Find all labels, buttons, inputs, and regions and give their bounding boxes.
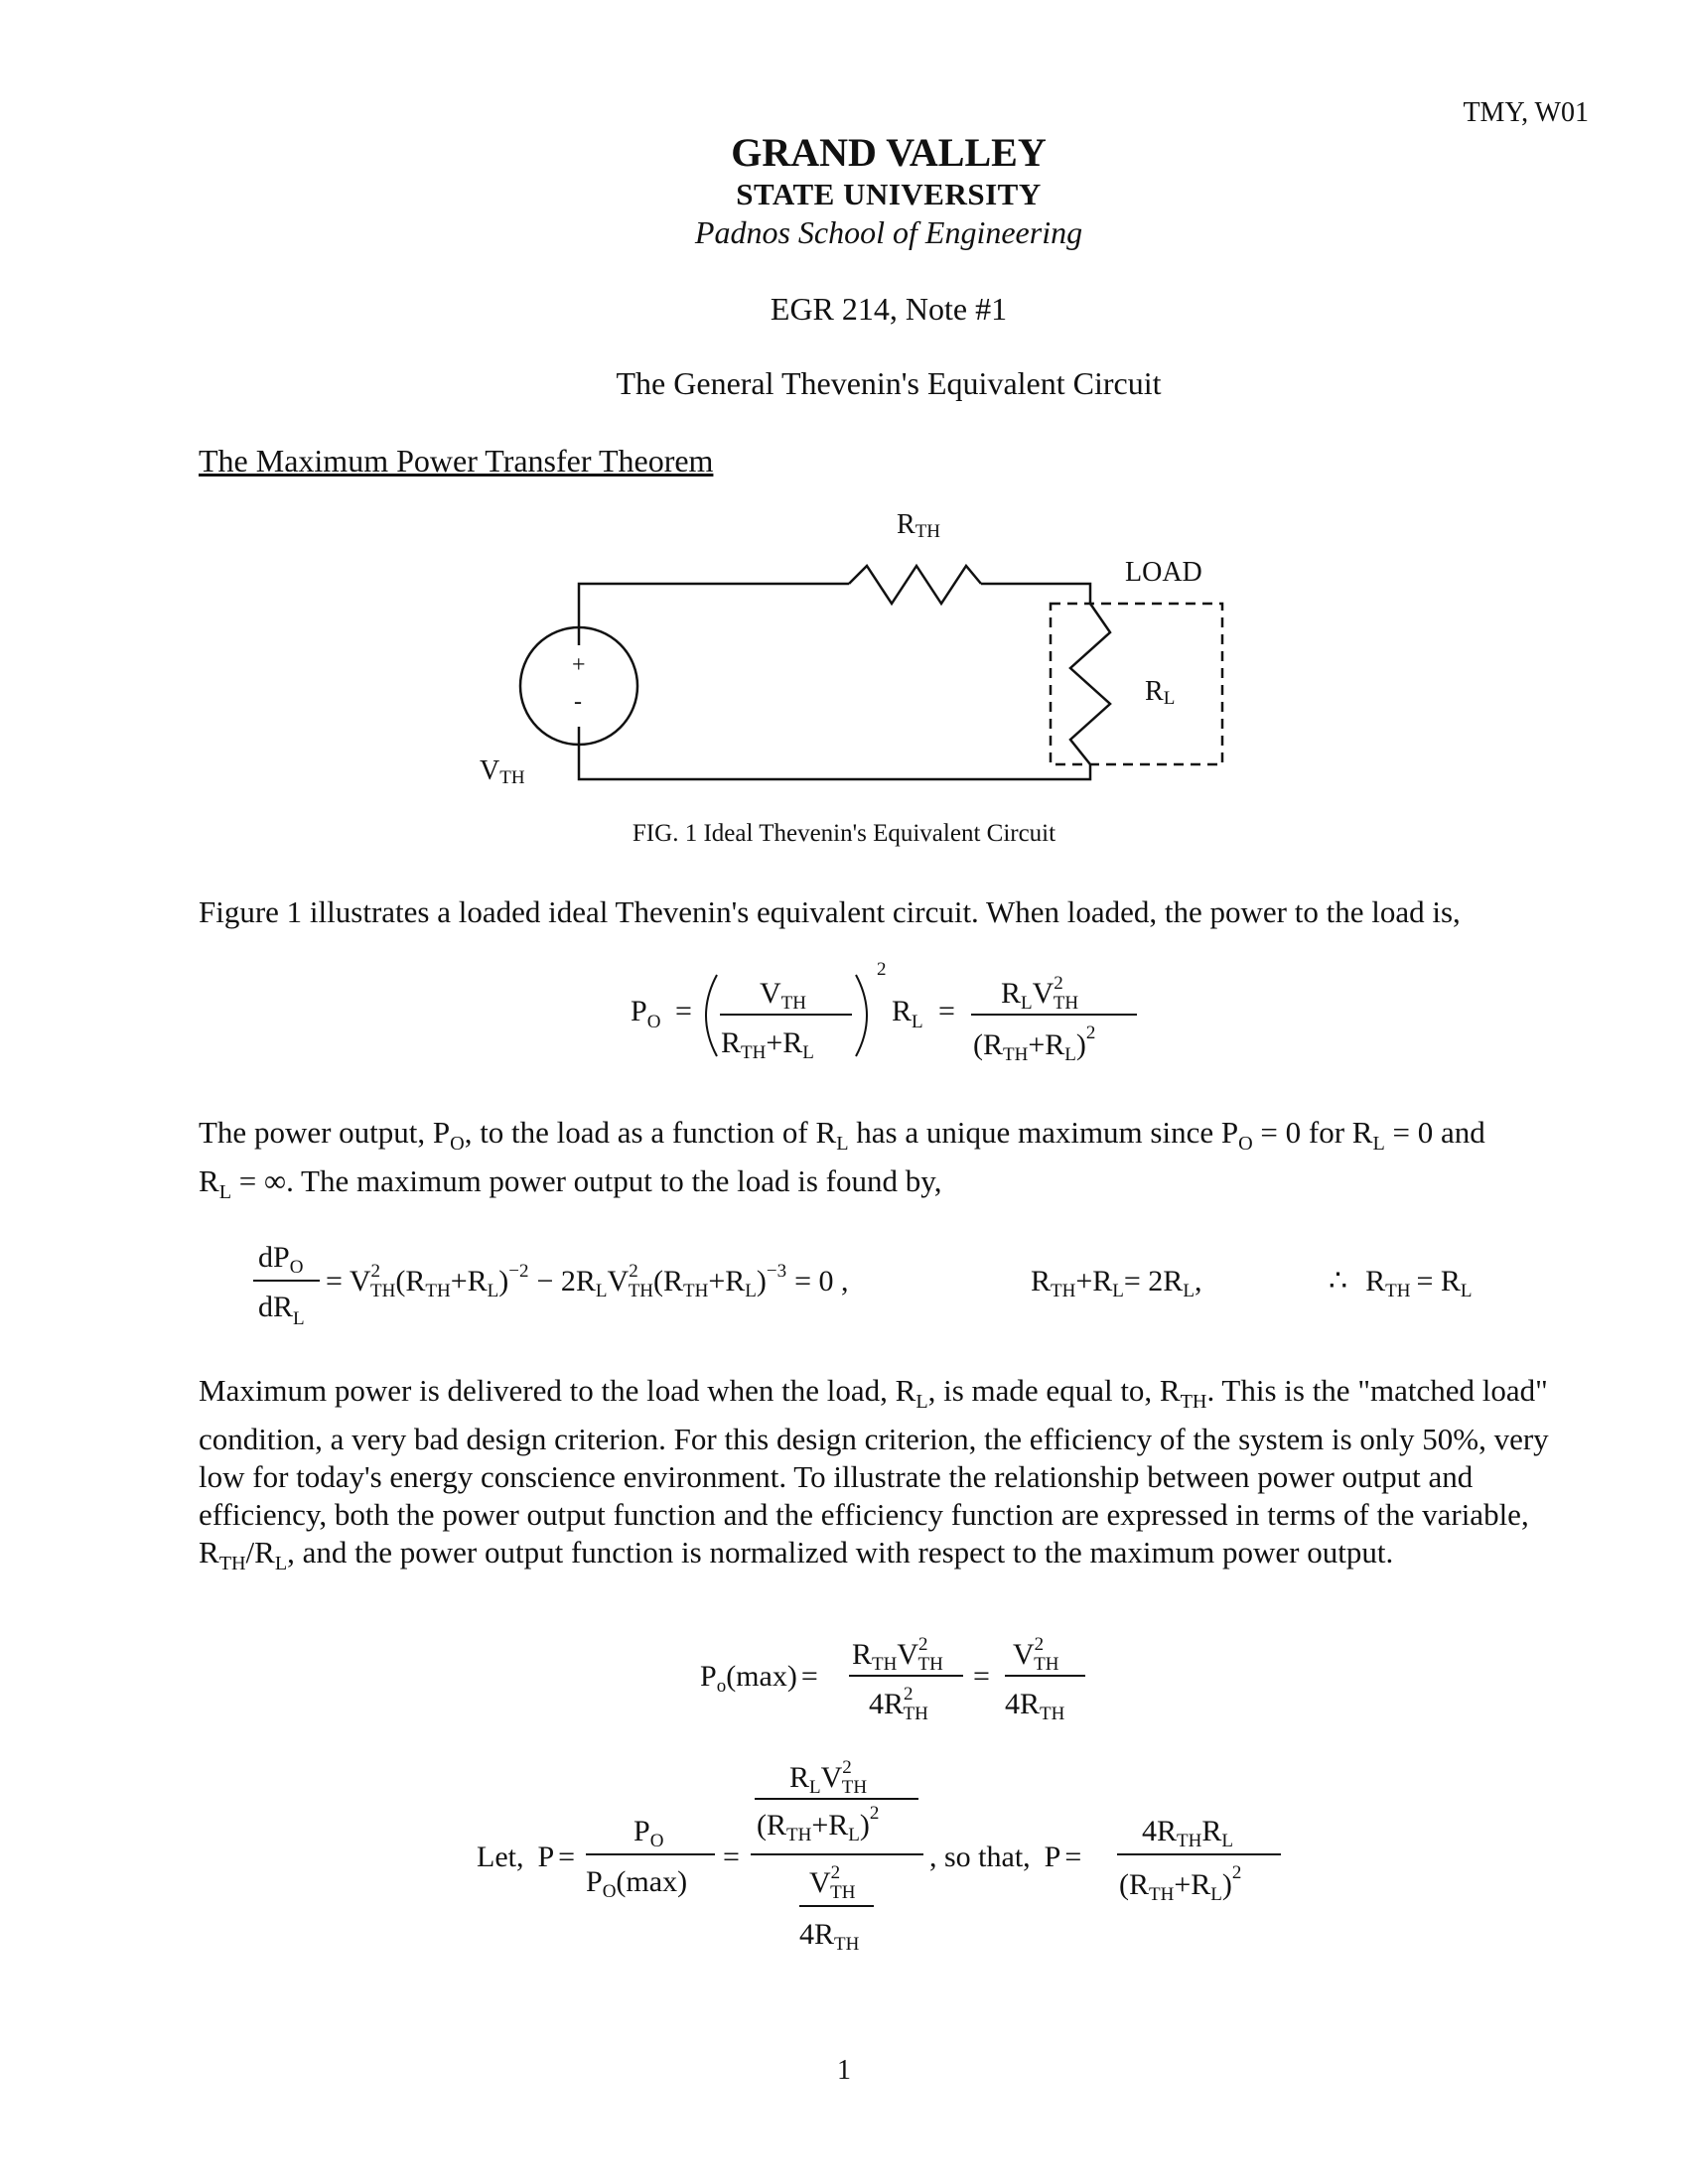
resistor-rl	[1070, 604, 1110, 764]
school-name: Padnos School of Engineering	[694, 214, 1083, 250]
svg-text:RLV2TH: $R_LV^2$ TH	[1001, 973, 1079, 1014]
svg-text:dPO: $dP_O$	[258, 1241, 304, 1278]
rth-label: RTH	[897, 509, 941, 542]
wire-top-left	[579, 584, 849, 645]
svg-text:RTH+RL= 2RL,: $R_{TH}+R_L= 2R_L$,	[1031, 1265, 1202, 1301]
equation-3	[685, 1628, 1102, 1737]
load-label: LOAD	[1125, 557, 1202, 588]
rl-label: RL	[1145, 676, 1176, 709]
svg-text:RLV2TH: $R_LV^2$ TH	[789, 1757, 868, 1798]
paragraph-2: The power output, $P_O$, to the load as a function of $R_L$ has a unique maximum since $P_O = 0$ for $R_L = 0$ and $R_L$ = ∞. The maximum power output to the load is found by,	[199, 1115, 1485, 1204]
svg-text:4R2TH: $4R^2$ TH	[869, 1684, 928, 1724]
document-title: The General Thevenin's Equivalent Circuit	[616, 365, 1162, 401]
svg-text:, so that,P=: , so that, P =	[929, 1841, 1082, 1873]
paragraph-3: Maximum power is delivered to the load when the load, $R_L$, is made equal to, $R_{TH}$. This is the "matched load" condition, a very bad design criterion. For this design criterion, the efficiency of the system is only 50%, very low for today's energy conscience environment. To illustrate the relationship between power output and efficiency, both the power output function and the efficiency function are expressed in terms of the variable, $R_{TH}/R_L$, and the power output function is normalized with respect to the maximum power output.	[199, 1373, 1549, 1575]
svg-text:PO: $P_O$	[631, 995, 661, 1032]
equation-1	[596, 953, 1211, 1082]
document-tag: TMY, W01	[1463, 97, 1589, 128]
svg-text:(RTH+RL)2: $(R_{TH}+R_L)^2$	[757, 1803, 880, 1845]
equation-2	[228, 1227, 1559, 1346]
source-minus-sign: -	[574, 689, 582, 715]
svg-text:4RTHRL: $4R_{TH}R_L$	[1142, 1815, 1233, 1851]
svg-text:RTH+RL: $R_{TH}+R_L$	[721, 1026, 814, 1063]
circuit-diagram	[0, 0, 1688, 893]
svg-text:V2TH: $V^2$ TH	[1013, 1634, 1059, 1675]
equation-4	[457, 1757, 1350, 1976]
svg-text:V2TH: $V^2$ TH	[809, 1862, 856, 1903]
svg-text:=: =	[938, 995, 955, 1027]
svg-text:= V2TH(RTH+RL)−2− 2RLV2TH(RTH+: = $V^2$ $TH(R_{TH}+R_L)^{-2} - 2R_LV^2$ $TH(R_{TH}+R_L)^{-3} = 0$ ,	[326, 1261, 849, 1301]
university-name-line1: GRAND VALLEY	[731, 130, 1047, 175]
course-note: EGR 214, Note #1	[770, 291, 1008, 327]
svg-text:Po(max)=: $P_o(\max)$ =	[700, 1660, 818, 1697]
wire-bottom	[579, 727, 1090, 779]
source-plus-sign: +	[572, 652, 586, 678]
wire-top-right	[981, 584, 1090, 604]
svg-text:dRL: $dR_L$	[258, 1291, 305, 1329]
svg-text:∴RTH= RL: ∴ $R_{TH} = R_L$	[1329, 1265, 1473, 1301]
university-name-line2: STATE UNIVERSITY	[736, 177, 1042, 211]
load-box	[1051, 604, 1222, 764]
page-number: 1	[837, 2055, 851, 2086]
svg-text:PO(max): $P_O(\max)$	[586, 1865, 688, 1902]
vth-label: VTH	[480, 755, 525, 788]
svg-text:=: =	[723, 1841, 740, 1873]
svg-text:Let,P=: Let, P =	[477, 1841, 576, 1873]
svg-text:(RTH+RL)2: $(R_{TH}+R_L)^2$	[973, 1023, 1096, 1065]
svg-text:PO: $P_O$	[633, 1815, 664, 1851]
svg-text:RTHV2TH: $R_{TH}V^2$ TH	[852, 1634, 943, 1675]
figure-caption: FIG. 1 Ideal Thevenin's Equivalent Circuit	[632, 820, 1056, 847]
svg-text:=: =	[675, 995, 692, 1027]
svg-text:(RTH+RL)2: $(R_{TH}+R_L)^2$	[1119, 1862, 1242, 1905]
svg-text:4RTH: $4R_{TH}$	[799, 1918, 860, 1955]
svg-text:RL: $R_L$	[892, 995, 923, 1032]
section-heading: The Maximum Power Transfer Theorem	[199, 443, 714, 478]
resistor-rth	[849, 566, 981, 604]
svg-text:=: =	[973, 1660, 990, 1693]
svg-text:VTH: $V_{TH}$	[760, 977, 806, 1014]
svg-text:4RTH: $4R_{TH}$	[1005, 1688, 1065, 1724]
paragraph-1: Figure 1 illustrates a loaded ideal Thevenin's equivalent circuit. When loaded, the power to the load is,	[199, 894, 1461, 929]
svg-text:2: 2	[877, 959, 887, 980]
